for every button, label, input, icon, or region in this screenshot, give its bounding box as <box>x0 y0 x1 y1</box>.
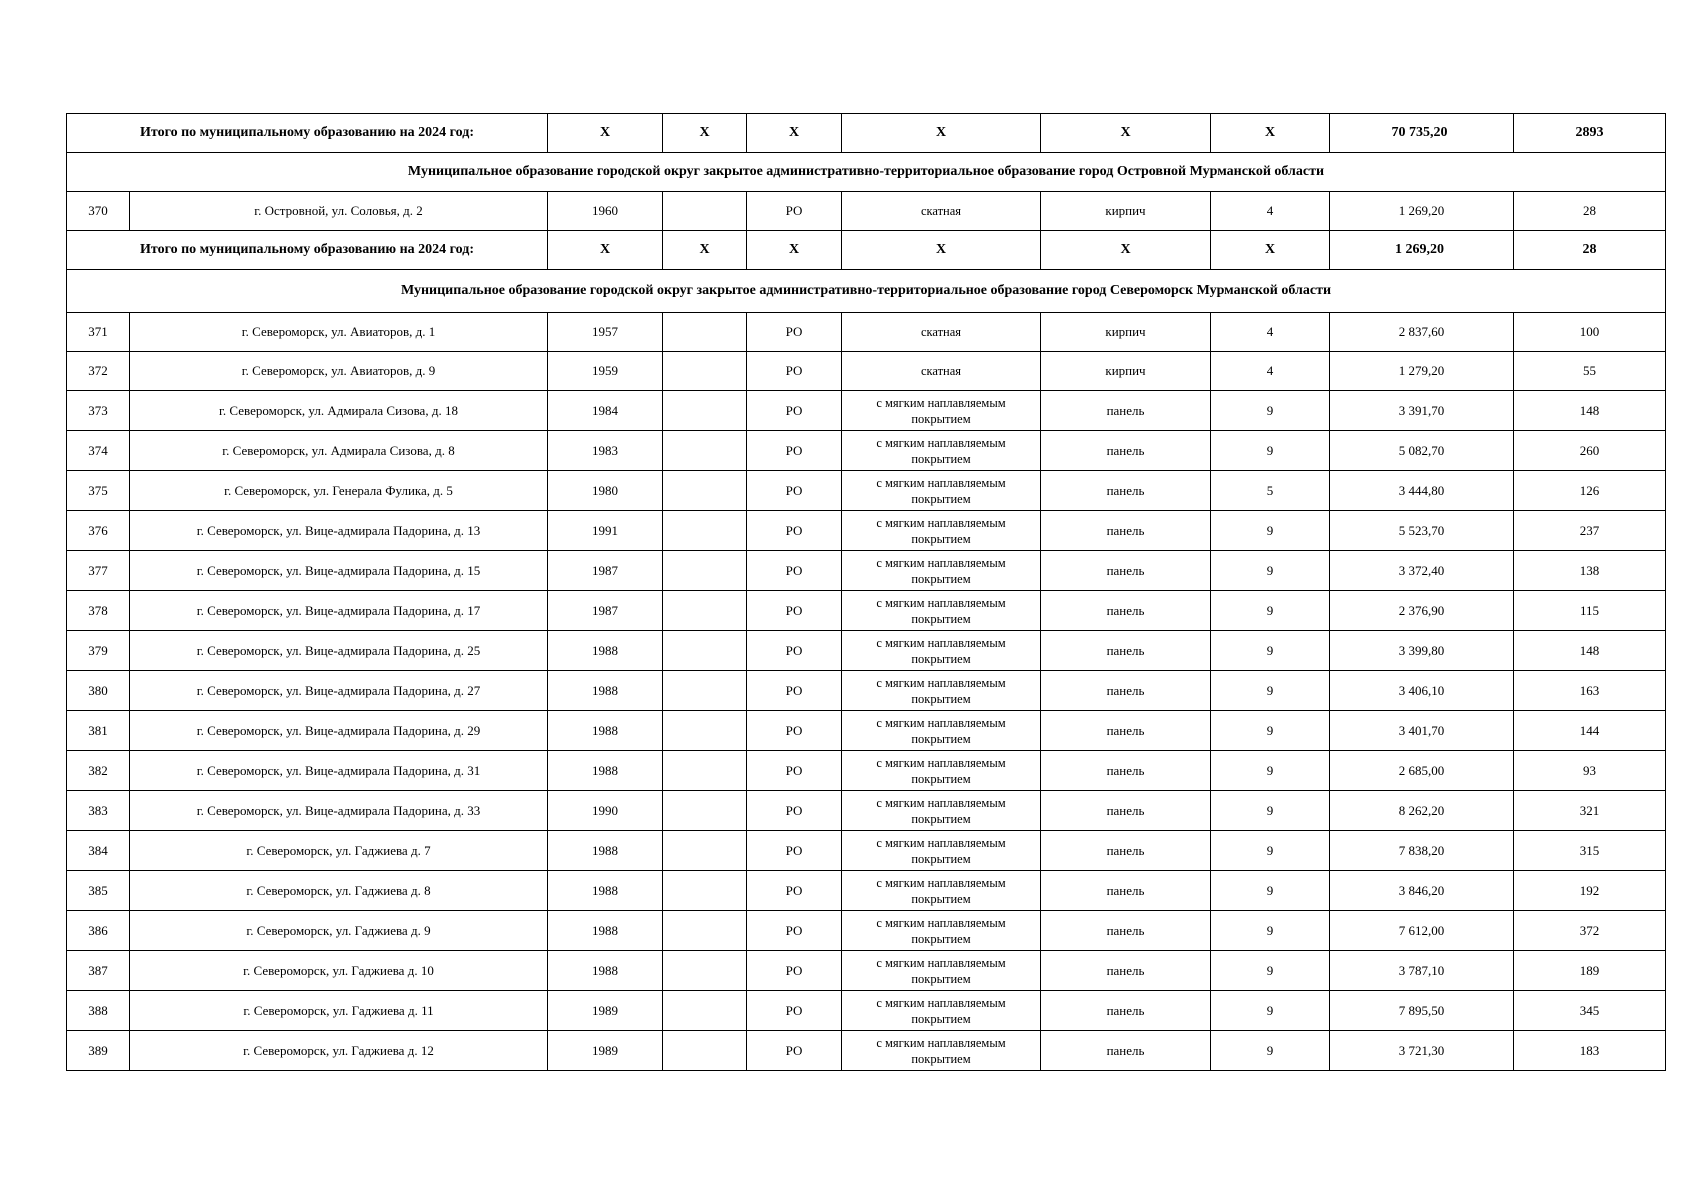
row-number: 378 <box>67 591 130 631</box>
row-address: г. Североморск, ул. Авиаторов, д. 1 <box>130 313 548 352</box>
row-renovation <box>663 591 747 631</box>
total-x: X <box>548 231 663 270</box>
row-residents: 372 <box>1514 911 1666 951</box>
row-year: 1988 <box>548 751 663 791</box>
row-year: 1959 <box>548 352 663 391</box>
row-renovation <box>663 631 747 671</box>
row-residents: 315 <box>1514 831 1666 871</box>
row-roof: с мягким наплавляемым покрытием <box>842 551 1041 591</box>
table-row <box>67 831 1666 871</box>
row-year: 1988 <box>548 911 663 951</box>
row-year: 1980 <box>548 471 663 511</box>
row-method: РО <box>747 951 842 991</box>
row-method: РО <box>747 471 842 511</box>
row-walls: панель <box>1041 751 1211 791</box>
row-area: 5 523,70 <box>1330 511 1514 551</box>
total-x: X <box>1211 231 1330 270</box>
row-floors: 9 <box>1211 711 1330 751</box>
row-renovation <box>663 791 747 831</box>
row-address: г. Североморск, ул. Вице-адмирала Падорина, д. 15 <box>130 551 548 591</box>
row-number: 387 <box>67 951 130 991</box>
row-residents: 189 <box>1514 951 1666 991</box>
row-area: 1 269,20 <box>1330 192 1514 231</box>
total-area: 70 735,20 <box>1330 114 1514 153</box>
row-floors: 4 <box>1211 192 1330 231</box>
row-area: 7 612,00 <box>1330 911 1514 951</box>
row-floors: 9 <box>1211 791 1330 831</box>
row-floors: 9 <box>1211 591 1330 631</box>
total-x: X <box>663 231 747 270</box>
row-floors: 9 <box>1211 991 1330 1031</box>
row-year: 1989 <box>548 1031 663 1071</box>
row-address: г. Североморск, ул. Вице-адмирала Падорина, д. 29 <box>130 711 548 751</box>
row-floors: 9 <box>1211 751 1330 791</box>
row-roof: с мягким наплавляемым покрытием <box>842 631 1041 671</box>
table-row <box>67 911 1666 951</box>
row-method: РО <box>747 551 842 591</box>
row-year: 1988 <box>548 871 663 911</box>
table-row <box>67 551 1666 591</box>
row-year: 1960 <box>548 192 663 231</box>
row-area: 3 444,80 <box>1330 471 1514 511</box>
row-residents: 163 <box>1514 671 1666 711</box>
row-number: 375 <box>67 471 130 511</box>
table-row <box>67 591 1666 631</box>
row-number: 379 <box>67 631 130 671</box>
row-roof: с мягким наплавляемым покрытием <box>842 751 1041 791</box>
row-year: 1984 <box>548 391 663 431</box>
row-address: г. Североморск, ул. Гаджиева д. 7 <box>130 831 548 871</box>
row-walls: панель <box>1041 911 1211 951</box>
total-x: X <box>747 114 842 153</box>
row-walls: кирпич <box>1041 192 1211 231</box>
row-residents: 55 <box>1514 352 1666 391</box>
row-address: г. Североморск, ул. Гаджиева д. 10 <box>130 951 548 991</box>
row-walls: панель <box>1041 791 1211 831</box>
row-year: 1957 <box>548 313 663 352</box>
row-method: РО <box>747 591 842 631</box>
row-walls: панель <box>1041 471 1211 511</box>
row-roof: с мягким наплавляемым покрытием <box>842 871 1041 911</box>
row-year: 1983 <box>548 431 663 471</box>
row-renovation <box>663 313 747 352</box>
row-floors: 4 <box>1211 313 1330 352</box>
row-number: 384 <box>67 831 130 871</box>
table-row <box>67 791 1666 831</box>
section-title: Муниципальное образование городской округ закрытое административно-территориальное образование город Островной Мурманской области <box>67 153 1666 192</box>
row-address: г. Североморск, ул. Гаджиева д. 9 <box>130 911 548 951</box>
row-roof: с мягким наплавляемым покрытием <box>842 711 1041 751</box>
row-roof: с мягким наплавляемым покрытием <box>842 431 1041 471</box>
row-renovation <box>663 991 747 1031</box>
row-method: РО <box>747 751 842 791</box>
row-walls: панель <box>1041 871 1211 911</box>
row-roof: с мягким наплавляемым покрытием <box>842 471 1041 511</box>
total-x: X <box>842 114 1041 153</box>
table-row <box>67 871 1666 911</box>
row-renovation <box>663 871 747 911</box>
row-residents: 28 <box>1514 192 1666 231</box>
total-x: X <box>548 114 663 153</box>
row-area: 2 685,00 <box>1330 751 1514 791</box>
row-walls: панель <box>1041 991 1211 1031</box>
row-roof: скатная <box>842 352 1041 391</box>
table-body <box>67 114 1666 1071</box>
row-roof: скатная <box>842 192 1041 231</box>
table-row <box>67 313 1666 352</box>
row-method: РО <box>747 511 842 551</box>
row-renovation <box>663 431 747 471</box>
total-x: X <box>1041 114 1211 153</box>
row-area: 3 787,10 <box>1330 951 1514 991</box>
row-renovation <box>663 192 747 231</box>
table-row <box>67 511 1666 551</box>
row-residents: 321 <box>1514 791 1666 831</box>
row-method: РО <box>747 192 842 231</box>
row-method: РО <box>747 871 842 911</box>
row-residents: 115 <box>1514 591 1666 631</box>
row-renovation <box>663 391 747 431</box>
row-floors: 9 <box>1211 391 1330 431</box>
row-area: 3 399,80 <box>1330 631 1514 671</box>
row-floors: 9 <box>1211 511 1330 551</box>
row-address: г. Североморск, ул. Авиаторов, д. 9 <box>130 352 548 391</box>
row-year: 1988 <box>548 711 663 751</box>
row-address: г. Североморск, ул. Адмирала Сизова, д. 8 <box>130 431 548 471</box>
row-area: 2 376,90 <box>1330 591 1514 631</box>
total-x: X <box>1041 231 1211 270</box>
total-count: 2893 <box>1514 114 1666 153</box>
row-area: 7 838,20 <box>1330 831 1514 871</box>
row-floors: 9 <box>1211 951 1330 991</box>
housing-register-table <box>66 113 1666 1071</box>
row-number: 388 <box>67 991 130 1031</box>
row-method: РО <box>747 431 842 471</box>
total-x: X <box>663 114 747 153</box>
row-area: 3 391,70 <box>1330 391 1514 431</box>
row-roof: с мягким наплавляемым покрытием <box>842 951 1041 991</box>
total-count: 28 <box>1514 231 1666 270</box>
row-number: 374 <box>67 431 130 471</box>
row-year: 1987 <box>548 591 663 631</box>
row-walls: кирпич <box>1041 352 1211 391</box>
row-renovation <box>663 551 747 591</box>
row-area: 3 846,20 <box>1330 871 1514 911</box>
row-method: РО <box>747 991 842 1031</box>
row-address: г. Североморск, ул. Вице-адмирала Падорина, д. 13 <box>130 511 548 551</box>
table-row <box>67 352 1666 391</box>
total-x: X <box>842 231 1041 270</box>
row-renovation <box>663 352 747 391</box>
row-roof: скатная <box>842 313 1041 352</box>
row-area: 1 279,20 <box>1330 352 1514 391</box>
total-x: X <box>747 231 842 270</box>
row-method: РО <box>747 711 842 751</box>
row-roof: с мягким наплавляемым покрытием <box>842 991 1041 1031</box>
row-year: 1988 <box>548 831 663 871</box>
row-address: г. Североморск, ул. Вице-адмирала Падорина, д. 27 <box>130 671 548 711</box>
row-renovation <box>663 751 747 791</box>
row-renovation <box>663 911 747 951</box>
row-renovation <box>663 831 747 871</box>
table-row <box>67 671 1666 711</box>
row-year: 1990 <box>548 791 663 831</box>
total-x: X <box>1211 114 1330 153</box>
row-roof: с мягким наплавляемым покрытием <box>842 391 1041 431</box>
row-number: 372 <box>67 352 130 391</box>
row-address: г. Североморск, ул. Вице-адмирала Падорина, д. 25 <box>130 631 548 671</box>
row-address: г. Североморск, ул. Вице-адмирала Падорина, д. 31 <box>130 751 548 791</box>
row-floors: 4 <box>1211 352 1330 391</box>
row-area: 3 406,10 <box>1330 671 1514 711</box>
row-renovation <box>663 711 747 751</box>
row-method: РО <box>747 831 842 871</box>
section-header-row <box>67 153 1666 192</box>
row-walls: панель <box>1041 1031 1211 1071</box>
row-walls: панель <box>1041 591 1211 631</box>
section-title: Муниципальное образование городской округ закрытое административно-территориальное образование город Североморск Мурманской области <box>67 270 1666 313</box>
row-year: 1988 <box>548 951 663 991</box>
row-residents: 260 <box>1514 431 1666 471</box>
row-method: РО <box>747 391 842 431</box>
row-number: 386 <box>67 911 130 951</box>
row-address: г. Североморск, ул. Генерала Фулика, д. 5 <box>130 471 548 511</box>
row-address: г. Островной, ул. Соловья, д. 2 <box>130 192 548 231</box>
row-floors: 9 <box>1211 1031 1330 1071</box>
total-label: Итого по муниципальному образованию на 2024 год: <box>67 114 548 153</box>
row-walls: панель <box>1041 711 1211 751</box>
row-year: 1989 <box>548 991 663 1031</box>
row-residents: 237 <box>1514 511 1666 551</box>
row-residents: 148 <box>1514 391 1666 431</box>
row-number: 383 <box>67 791 130 831</box>
row-residents: 345 <box>1514 991 1666 1031</box>
row-address: г. Североморск, ул. Гаджиева д. 11 <box>130 991 548 1031</box>
row-method: РО <box>747 1031 842 1071</box>
row-address: г. Североморск, ул. Вице-адмирала Падорина, д. 17 <box>130 591 548 631</box>
row-area: 7 895,50 <box>1330 991 1514 1031</box>
row-walls: панель <box>1041 431 1211 471</box>
row-walls: панель <box>1041 511 1211 551</box>
row-floors: 9 <box>1211 431 1330 471</box>
table-row <box>67 711 1666 751</box>
table-row <box>67 192 1666 231</box>
row-roof: с мягким наплавляемым покрытием <box>842 911 1041 951</box>
row-roof: с мягким наплавляемым покрытием <box>842 671 1041 711</box>
row-floors: 9 <box>1211 831 1330 871</box>
row-renovation <box>663 951 747 991</box>
row-floors: 9 <box>1211 871 1330 911</box>
row-method: РО <box>747 631 842 671</box>
row-floors: 9 <box>1211 551 1330 591</box>
row-residents: 138 <box>1514 551 1666 591</box>
row-residents: 148 <box>1514 631 1666 671</box>
row-residents: 100 <box>1514 313 1666 352</box>
total-row <box>67 114 1666 153</box>
row-roof: с мягким наплавляемым покрытием <box>842 831 1041 871</box>
row-walls: панель <box>1041 551 1211 591</box>
row-renovation <box>663 671 747 711</box>
row-number: 376 <box>67 511 130 551</box>
row-number: 385 <box>67 871 130 911</box>
table-row <box>67 1031 1666 1071</box>
row-residents: 126 <box>1514 471 1666 511</box>
row-area: 8 262,20 <box>1330 791 1514 831</box>
row-number: 389 <box>67 1031 130 1071</box>
row-walls: панель <box>1041 631 1211 671</box>
section-header-row <box>67 270 1666 313</box>
row-method: РО <box>747 671 842 711</box>
row-number: 370 <box>67 192 130 231</box>
row-method: РО <box>747 313 842 352</box>
row-year: 1988 <box>548 671 663 711</box>
row-area: 3 721,30 <box>1330 1031 1514 1071</box>
row-renovation <box>663 511 747 551</box>
row-floors: 9 <box>1211 911 1330 951</box>
row-area: 2 837,60 <box>1330 313 1514 352</box>
row-address: г. Североморск, ул. Вице-адмирала Падорина, д. 33 <box>130 791 548 831</box>
table-row <box>67 951 1666 991</box>
row-walls: панель <box>1041 951 1211 991</box>
row-address: г. Североморск, ул. Адмирала Сизова, д. 18 <box>130 391 548 431</box>
row-year: 1987 <box>548 551 663 591</box>
row-number: 371 <box>67 313 130 352</box>
table-row <box>67 391 1666 431</box>
row-residents: 192 <box>1514 871 1666 911</box>
row-roof: с мягким наплавляемым покрытием <box>842 591 1041 631</box>
row-floors: 9 <box>1211 671 1330 711</box>
row-number: 382 <box>67 751 130 791</box>
table-row <box>67 751 1666 791</box>
row-floors: 9 <box>1211 631 1330 671</box>
row-area: 3 401,70 <box>1330 711 1514 751</box>
row-walls: панель <box>1041 831 1211 871</box>
table-row <box>67 471 1666 511</box>
total-area: 1 269,20 <box>1330 231 1514 270</box>
row-area: 3 372,40 <box>1330 551 1514 591</box>
table-row <box>67 991 1666 1031</box>
row-area: 5 082,70 <box>1330 431 1514 471</box>
row-year: 1988 <box>548 631 663 671</box>
row-method: РО <box>747 791 842 831</box>
table-row <box>67 431 1666 471</box>
total-label: Итого по муниципальному образованию на 2024 год: <box>67 231 548 270</box>
row-residents: 144 <box>1514 711 1666 751</box>
row-number: 381 <box>67 711 130 751</box>
row-address: г. Североморск, ул. Гаджиева д. 12 <box>130 1031 548 1071</box>
row-floors: 5 <box>1211 471 1330 511</box>
row-roof: с мягким наплавляемым покрытием <box>842 791 1041 831</box>
row-walls: панель <box>1041 671 1211 711</box>
row-residents: 93 <box>1514 751 1666 791</box>
row-walls: панель <box>1041 391 1211 431</box>
row-method: РО <box>747 352 842 391</box>
row-renovation <box>663 471 747 511</box>
row-number: 377 <box>67 551 130 591</box>
row-roof: с мягким наплавляемым покрытием <box>842 1031 1041 1071</box>
row-number: 380 <box>67 671 130 711</box>
row-number: 373 <box>67 391 130 431</box>
row-year: 1991 <box>548 511 663 551</box>
row-residents: 183 <box>1514 1031 1666 1071</box>
total-row <box>67 231 1666 270</box>
row-renovation <box>663 1031 747 1071</box>
table-row <box>67 631 1666 671</box>
row-address: г. Североморск, ул. Гаджиева д. 8 <box>130 871 548 911</box>
row-roof: с мягким наплавляемым покрытием <box>842 511 1041 551</box>
row-walls: кирпич <box>1041 313 1211 352</box>
row-method: РО <box>747 911 842 951</box>
